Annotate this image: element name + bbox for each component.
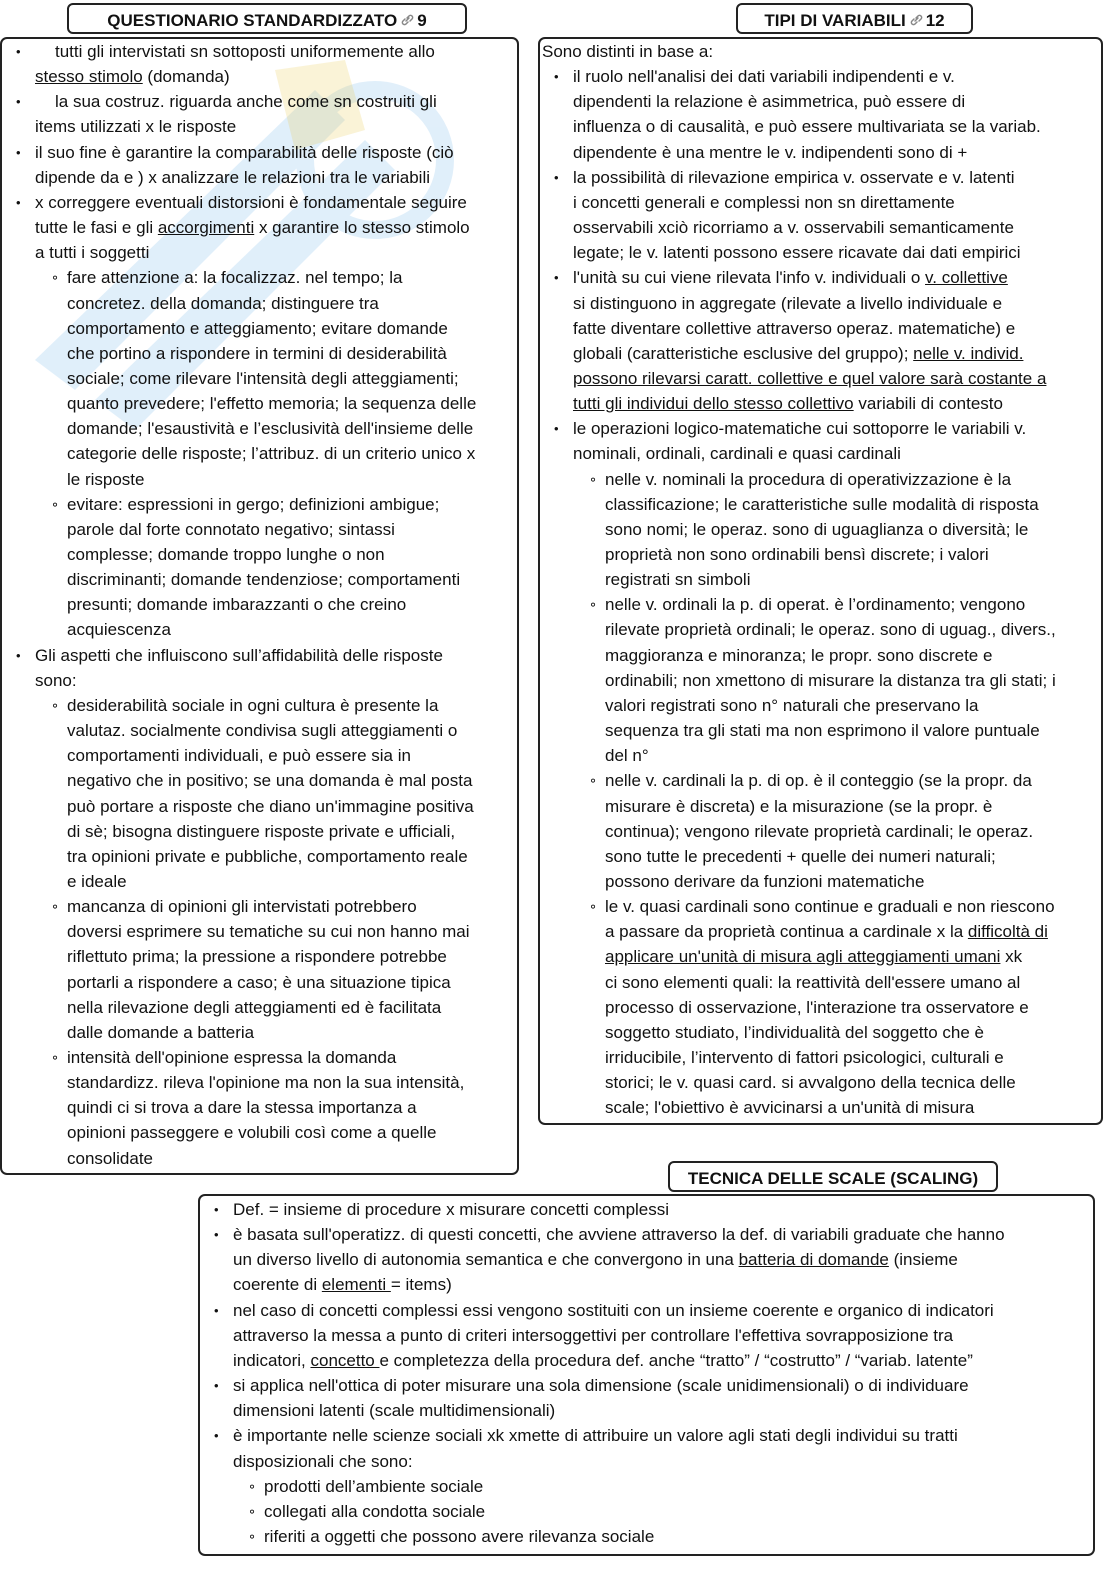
bullet-icon: • [554,69,559,85]
text-segment: ordinabili; non xmettono di misurare la distanza tra gli stati; i [605,670,1056,690]
text-segment: nelle v. nominali la procedura di operativizzazione è la [605,469,1012,489]
text-segment: indicatori, [233,1350,311,1370]
text-line [605,693,978,718]
text-line [35,165,430,190]
text-line [605,567,751,592]
text-segment: x correggere eventuali distorsioni è fondamentale seguire [35,192,467,212]
text-segment: classificazione; le caratteristiche sulle modalità di risposta [605,494,1039,514]
text-line [573,240,1021,265]
text-line [605,1070,1016,1095]
bullet-icon: • [214,1378,219,1394]
text-line [67,768,472,793]
text-segment: riflettuto prima; la pressione a rispondere potrebbe [67,947,447,967]
sub-bullet-icon: ⚬ [50,1051,61,1065]
text-segment: osservabili xciò ricorriamo a v. osservabili semanticamente [573,218,1014,238]
bullet-icon: • [214,1428,219,1444]
text-line [605,643,992,668]
text-line [605,944,1022,969]
sub-bullet-icon: ⚬ [50,497,61,512]
text-line [573,215,1014,240]
text-segment: tra opinioni private e pubbliche, comportamento reale [67,846,468,866]
text-segment: si applica nell'ottica di poter misurare una sola dimensione (scale unidimensionali) o di individuare [233,1376,969,1396]
link-icon [909,13,924,27]
underlined-text: tutti gli individui dello stesso collettivo [573,394,854,414]
text-segment: consolidate [67,1148,154,1168]
text-line [605,794,992,819]
text-segment: soggetto studiato, l’individualità del soggetto che è [605,1022,984,1042]
tipi-variabili-title-ref: 12 [925,11,945,30]
text-line [67,617,171,642]
text-segment: comportamento e atteggiamento; evitare domande [67,318,448,338]
sub-bullet-icon: ⚬ [247,1504,258,1519]
tecnica-scale-title [668,1161,998,1192]
text-segment: a passare da proprietà continua a cardinale x la [605,922,968,942]
underlined-text: accorgimenti [157,218,255,238]
text-line [605,1095,974,1120]
underlined-text: applicare un'unità di misura agli atteggiamenti umani [605,947,1001,967]
text-line [35,215,470,240]
bullet-icon: • [214,1302,219,1318]
questionario-title-text: QUESTIONARIO STANDARDIZZATO [107,11,398,30]
text-segment: può portare a risposte che diano un'immagine positiva [67,796,474,816]
bullet-icon: • [16,194,21,210]
text-segment: è importante nelle scienze sociali xk xmette di attribuire un valore agli stati degli individui su tratti [233,1426,958,1446]
sub-bullet-icon: ⚬ [588,472,599,487]
text-line [67,718,457,743]
text-line [67,467,144,492]
text-line [67,542,385,567]
text-segment: del n° [605,746,649,766]
tipi-variabili-title-text: TIPI DI VARIABILI [764,11,906,30]
text-segment: mancanza di opinioni gli intervistati potrebbero [67,897,417,917]
text-line [233,1222,1005,1247]
questionario-title-ref: 9 [417,11,427,30]
text-line [605,743,649,768]
text-line [67,391,476,416]
bullet-icon: • [554,169,559,185]
text-segment: dipendente è una mentre le v. indipendenti sono di + [573,142,968,162]
sub-bullet-icon: ⚬ [50,900,61,915]
text-segment: nelle v. cardinali la p. di op. è il conteggio (se la propr. da [605,771,1032,791]
text-segment: categorie delle risposte; l’attribuz. di un criterio unico x [67,444,476,464]
text-line [35,240,149,265]
text-line [67,316,448,341]
text-line [605,718,1040,743]
text-line [67,265,402,290]
text-segment: le v. quasi cardinali sono continue e graduali e non riescono [605,897,1055,917]
text-segment: i concetti generali e complessi non sn direttamente [573,192,955,212]
text-segment: xk [1000,947,1023,967]
text-segment: dimensioni latenti (scale multidimensionali) [233,1401,556,1421]
text-segment: Sono distinti in base a: [542,42,714,61]
text-line [35,64,230,89]
text-line [573,89,965,114]
text-segment: sono tutte le precedenti + quelle dei numeri naturali; [605,846,996,866]
text-line [233,1423,958,1448]
text-line [573,391,1003,416]
text-segment: è basata sull'operatizz. di questi concetti, che avviene attraverso la def. di variabili graduate che hanno [233,1225,1005,1245]
text-segment: (insieme [888,1250,958,1270]
underlined-text: possono rilevarsi caratt. collettive e quel valore sarà costante a [573,368,1047,388]
text-line [233,1272,452,1297]
text-segment: concretez. della domanda; distinguere tra [67,293,379,313]
text-line [233,1449,413,1474]
text-segment: prodotti dell’ambiente sociale [264,1476,484,1496]
text-segment: opinioni passeggere e volubili così come a quelle [67,1123,437,1143]
text-segment: il ruolo nell'analisi dei dati variabili indipendenti e v. [573,67,955,87]
sub-bullet-icon: ⚬ [50,271,61,286]
underlined-text: stesso stimolo [35,67,143,87]
text-segment: continua); vengono rilevate proprietà cardinali; le operaz. [605,821,1034,841]
text-line [264,1524,654,1549]
text-segment: quanto prevedere; l'effetto memoria; la sequenza delle [67,394,477,414]
bullet-icon: • [214,1227,219,1243]
text-line [605,592,1025,617]
text-segment: desiderabilità sociale in ogni cultura è presente la [67,695,439,715]
text-line [67,919,470,944]
text-line [605,542,989,567]
bullet-icon: • [214,1202,219,1217]
text-line [573,190,955,215]
text-segment: nel caso di concetti complessi essi vengono sostituiti con un insieme coerente e organico di indicatori [233,1300,994,1320]
text-line [55,89,437,114]
text-line [264,1499,485,1524]
text-line [233,1348,973,1373]
text-segment: (domanda) [142,67,230,87]
text-line [67,366,459,391]
text-line [573,366,1046,391]
text-line [35,643,443,668]
text-segment: sono nomi; le operaz. sono di uguaglianza o diversità; le [605,519,1029,539]
text-segment: x garantire lo stesso stimolo [254,218,470,238]
text-segment: collegati alla condotta sociale [264,1501,486,1521]
text-line [67,1020,254,1045]
text-segment: che portino a rispondere in termini di desiderabilità [67,343,447,363]
text-segment: tutte le fasi e gli [35,218,158,238]
text-line [35,114,236,139]
bullet-icon: • [554,270,559,286]
text-segment: riferiti a oggetti che possono avere rilevanza sociale [264,1526,655,1546]
text-segment: doversi esprimere su tematiche su cui non hanno mai [67,922,470,942]
text-line [605,617,1056,642]
text-line [542,39,713,64]
text-line [67,416,473,441]
text-line [605,492,1039,517]
text-segment: coerente di [233,1275,322,1295]
text-line [573,140,967,165]
text-segment: globali (caratteristiche esclusive del gruppo); [573,343,914,363]
text-line [264,1474,483,1499]
text-line [233,1398,555,1423]
underlined-text: batteria di domande [738,1250,889,1270]
text-segment: il suo fine è garantire la comparabilità delle risposte (ciò [35,142,454,162]
text-line [67,869,127,894]
text-segment: processo di osservazione, l'interazione tra osservatore e [605,997,1029,1017]
text-segment: dipende da e ) x analizzare le relazioni tra le variabili [35,167,430,187]
text-line [233,1197,669,1222]
text-line [67,819,455,844]
text-segment: negativo che in positivo; se una domanda è mal posta [67,771,473,791]
text-segment: intensità dell'opinione espressa la domanda [67,1048,397,1067]
text-line [67,970,451,995]
text-line [573,416,1026,441]
text-segment: le operazioni logico-matematiche cui sottoporre le variabili v. [573,419,1027,439]
text-segment: e completezza della procedura def. anche “tratto” / “costrutto” / “variab. latente” [379,1350,973,1370]
text-line [605,869,924,894]
text-segment: a tutti i soggetti [35,243,150,263]
text-line [573,114,1041,139]
text-segment: nelle v. ordinali la p. di operat. è l’ordinamento; vengono [605,595,1026,615]
text-line [35,190,467,215]
text-segment: variabili di contesto [853,394,1003,414]
text-segment: attraverso la messa a punto di criteri intersoggettivi per controllare l'effettiva sovrapposizione tra [233,1325,954,1345]
text-segment: sociale; come rilevare l'intensità degli atteggiamenti; [67,368,459,388]
text-segment: = items) [390,1275,452,1295]
text-segment: acquiescenza [67,620,171,640]
text-segment: Gli aspetti che influiscono sull’affidabilità delle risposte [35,645,443,665]
text-line [605,995,1029,1020]
sub-bullet-icon: ⚬ [247,1529,258,1544]
text-segment: influenza o di causalità, e può essere multivariata se la variab. [573,117,1041,137]
underlined-text: v. collettive [925,268,1008,288]
text-segment: ci sono elementi quali: la reattività dell'essere umano al [605,972,1021,992]
tecnica-scale-title-text: TECNICA DELLE SCALE (SCALING) [687,1169,979,1188]
text-segment: possono derivare da funzioni matematiche [605,871,925,891]
text-line [67,517,395,542]
text-line [573,64,955,89]
text-segment: dipendenti la relazione è asimmetrica, può essere di [573,92,966,112]
text-line [67,1120,437,1145]
text-segment: di sè; bisogna distinguere risposte private e ufficiali, [67,821,456,841]
text-line [67,693,438,718]
sub-bullet-icon: ⚬ [247,1479,258,1494]
text-segment: registrati sn simboli [605,570,751,590]
text-segment: nominali, ordinali, cardinali e quasi cardinali [573,444,901,464]
sub-bullet-icon: ⚬ [50,698,61,713]
text-segment: valutaz. socialmente condivisa sugli atteggiamenti o [67,721,458,741]
text-segment: items utilizzati x le risposte [35,117,237,137]
text-segment: presunti; domande imbarazzanti o che creino [67,595,407,615]
sub-bullet-icon: ⚬ [588,598,599,613]
bullet-icon: • [16,144,21,160]
text-line [67,1146,153,1171]
text-segment: un diverso livello di autonomia semantica e che convergono in una [233,1250,739,1270]
text-segment: complesse; domande troppo lunghe o non [67,545,385,564]
text-line [67,1095,417,1120]
text-line [67,1045,396,1070]
text-line [573,441,901,466]
text-line [67,894,417,919]
text-segment: l'unità su cui viene rilevata l'info v. individuali o [573,268,926,288]
text-segment: le risposte [67,469,145,489]
text-line [605,844,996,869]
text-segment: la sua costruz. riguarda anche come sn costruiti gli [55,92,437,112]
text-segment: discriminanti; domande tendenziose; comportamenti [67,570,461,590]
text-segment: parole dal forte connotato negativo; sintassi [67,519,395,539]
text-line [67,844,468,869]
text-line [573,265,1008,290]
bullet-icon: • [554,421,559,437]
text-segment: proprietà non sono ordinabili bensì discrete; i valori [605,545,989,564]
text-line [605,467,1011,492]
text-line [67,567,460,592]
text-line [605,894,1055,919]
text-line [233,1373,969,1398]
link-icon [400,13,415,27]
text-line [605,768,1032,793]
text-line [67,794,474,819]
bullet-icon: • [16,44,21,59]
text-line [605,517,1028,542]
text-line [605,668,1056,693]
text-line [605,970,1020,995]
text-line [67,1070,464,1095]
text-line [605,919,1048,944]
sub-bullet-icon: ⚬ [588,774,599,789]
text-line [67,995,441,1020]
text-line [573,341,1023,366]
text-segment: evitare: espressioni in gergo; definizioni ambigue; [67,494,440,514]
text-line [573,165,1015,190]
text-line [233,1247,958,1272]
text-line [67,291,379,316]
text-line [573,316,1015,341]
text-segment: nella rilevazione degli atteggiamenti ed è facilitata [67,997,442,1017]
text-segment: sono: [35,670,77,690]
text-segment: legate; le v. latenti possono essere ricavate dai dati empirici [573,243,1021,263]
text-segment: fare attenzione a: la focalizzaz. nel tempo; la [67,268,403,288]
underlined-text: elementi [321,1275,391,1295]
text-line [233,1298,994,1323]
text-line [605,819,1033,844]
underlined-text: concetto [310,1350,380,1370]
text-line [67,492,439,517]
text-line [605,1020,984,1045]
text-line [67,441,475,466]
tipi-variabili-title [736,3,973,34]
text-segment: si distinguono in aggregate (rilevate a livello individuale e [573,293,1003,313]
text-line [67,341,447,366]
text-line [67,944,447,969]
text-segment: rilevate proprietà ordinali; le operaz. sono di uguag., divers., [605,620,1056,640]
text-segment: Def. = insieme di procedure x misurare concetti complessi [233,1200,670,1219]
text-segment: scale; l'obiettivo è avvicinarsi a un'unità di misura [605,1098,975,1118]
text-line [67,743,411,768]
sub-bullet-icon: ⚬ [588,900,599,915]
text-line [35,668,77,693]
text-segment: domande; l'esaustività e l’esclusività dell'insieme delle [67,419,474,439]
text-segment: storici; le v. quasi card. si avvalgono della tecnica delle [605,1073,1016,1093]
text-segment: e ideale [67,871,127,891]
text-segment: sequenza tra gli stati ma non esprimono il valore puntuale [605,721,1040,741]
text-line [573,291,1002,316]
text-line [67,592,406,617]
text-segment: misurare è discreta) e la misurazione (se la propr. è [605,796,993,816]
text-segment: disposizionali che sono: [233,1451,413,1471]
text-line [35,140,454,165]
bullet-icon: • [16,647,21,663]
text-segment: fatte diventare collettive attraverso operaz. matematiche) e [573,318,1016,338]
text-segment: portarli a rispondere a caso; è una situazione tipica [67,972,451,992]
text-line [55,39,435,64]
text-segment: tutti gli intervistati sn sottoposti uniformemente allo [55,42,435,61]
bullet-icon: • [16,94,21,110]
text-segment: dalle domande a batteria [67,1022,255,1042]
text-segment: irriducibile, l’intervento di fattori psicologici, culturali e [605,1048,1004,1067]
text-segment: comportamenti individuali, e può essere sia in [67,746,411,766]
text-line [605,1045,1004,1070]
questionario-title [67,3,467,34]
underlined-text: nelle v. individ. [913,343,1024,363]
text-segment: valori registrati sono n° naturali che preservano la [605,695,979,715]
text-segment: la possibilità di rilevazione empirica v. osservate e v. latenti [573,167,1015,187]
text-segment: maggioranza e minoranza; le propr. sono discrete e [605,645,993,665]
underlined-text: difficoltà di [967,922,1048,942]
text-segment: standardizz. rileva l'opinione ma non la sua intensità, [67,1073,465,1093]
text-line [233,1323,953,1348]
text-segment: quindi ci si trova a dare la stessa importanza a [67,1098,417,1118]
